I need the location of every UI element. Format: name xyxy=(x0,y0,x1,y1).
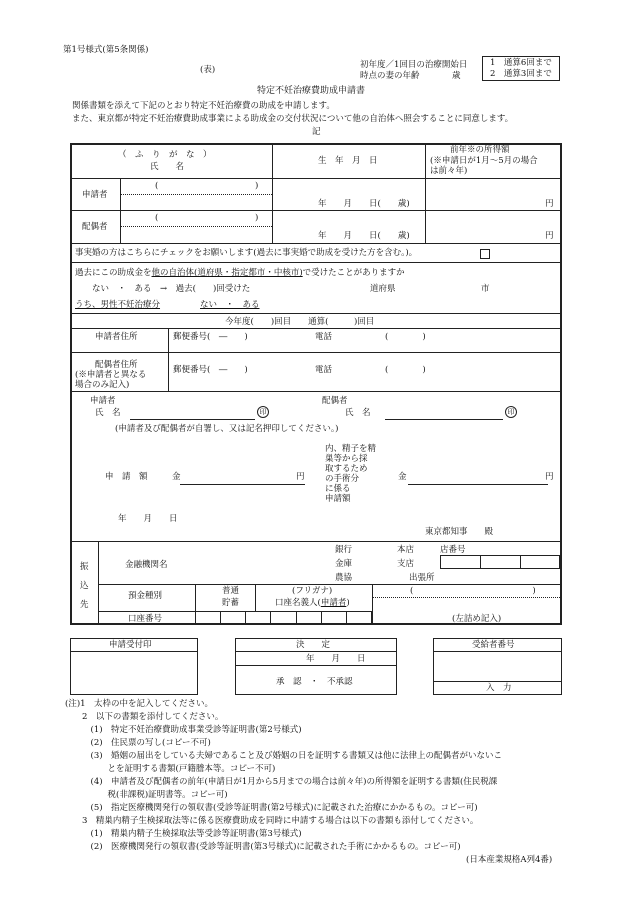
ki-mark: 記 xyxy=(312,127,321,137)
divider xyxy=(346,611,347,625)
sperm-label-2: 巣等から採 xyxy=(325,454,368,464)
spouse-label: 配偶者 xyxy=(82,222,108,232)
age-unit: 歳 xyxy=(452,71,461,81)
divider xyxy=(425,143,426,243)
branch-shiten[interactable]: 支店 xyxy=(397,559,415,569)
applicant-address-label: 申請者住所 xyxy=(95,332,138,342)
branch-shucchojo[interactable]: 出張所 xyxy=(409,573,435,583)
side-label: (表) xyxy=(200,65,216,75)
sign-applicant-name-label: 氏 名 xyxy=(95,408,121,418)
spouse-phone[interactable]: ( ) xyxy=(385,365,426,375)
applicant-signature-line[interactable] xyxy=(130,419,255,420)
deposit-futsu[interactable]: 普通 xyxy=(222,586,240,596)
applicant-income-yen[interactable]: 円 xyxy=(545,199,554,209)
holder-label-pre: 口座名義人( xyxy=(275,598,321,608)
applicant-phone[interactable]: ( ) xyxy=(385,332,426,342)
form-number: 第1号様式(第5条関係) xyxy=(63,45,149,55)
bank-ginko[interactable]: 銀行 xyxy=(335,545,353,555)
governor-address: 東京都知事 殿 xyxy=(425,527,494,537)
divider xyxy=(98,541,99,625)
furigana-header: （ ふ り が な ） xyxy=(118,150,212,160)
note-3: (1) 特定不妊治療費助成事業受診等証明書(第2号様式) xyxy=(65,725,302,735)
note-5: (3) 婚姻の届出をしている夫婦であること及び婚姻の日を証明する書類又は他に法律上の配偶者がいないこ xyxy=(65,751,503,761)
past-aid-prefecture: 道府県 xyxy=(370,284,396,294)
sperm-yen: 円 xyxy=(545,472,554,482)
spouse-seal: 印 xyxy=(505,406,517,418)
sperm-label-6: 申請額 xyxy=(325,494,351,504)
decision-label: 決 定 xyxy=(296,640,331,650)
divider xyxy=(255,584,256,611)
input-label: 入 力 xyxy=(486,683,512,693)
furi-label: 振 xyxy=(80,562,89,572)
applicant-phone-label: 電話 xyxy=(315,332,333,342)
spouse-income-yen[interactable]: 円 xyxy=(545,231,554,241)
spouse-address-label-1: 配偶者住所 xyxy=(95,360,138,370)
sperm-label-1: 内、精子を精 xyxy=(325,444,377,454)
applicant-label: 申請者 xyxy=(82,190,108,200)
decision-box xyxy=(235,638,397,695)
divider xyxy=(120,226,272,227)
divider xyxy=(245,611,246,625)
applicant-birthdate[interactable]: 年 月 日( 歳) xyxy=(318,199,410,209)
spouse-address-label-2: (※申請者と異なる xyxy=(75,370,147,380)
amount-line[interactable] xyxy=(180,484,305,485)
limit-option-1[interactable]: 1 通算6回まで xyxy=(490,58,552,68)
limit-option-2[interactable]: 2 通算3回まで xyxy=(490,69,552,79)
bank-name-label: 金融機関名 xyxy=(125,560,168,570)
divider xyxy=(70,262,562,263)
spouse-furigana-open[interactable]: ( xyxy=(155,213,159,223)
divider xyxy=(480,555,481,569)
komi-label: 込 xyxy=(80,581,89,591)
income-header-3: は前々年) xyxy=(430,166,468,176)
recipient-box xyxy=(433,638,562,695)
past-aid-answer[interactable]: ない ・ ある → 過去( )回受けた xyxy=(92,284,251,294)
note-7: (4) 申請者及び配偶者の前年(申請日が1月から5月までの場合は前々年)の所得額を証明する書類(住民税課 xyxy=(65,777,498,787)
this-year-count[interactable]: 今年度( )回目 通算( )回目 xyxy=(225,317,375,327)
sperm-amount-line[interactable] xyxy=(408,484,548,485)
deposit-type-label: 預金種別 xyxy=(128,591,163,601)
spouse-birthdate[interactable]: 年 月 日( 歳) xyxy=(318,231,410,241)
note-6: とを証明する書類(戸籍謄本等。コピー不可) xyxy=(65,764,276,774)
age-label-line2: 時点の妻の年齢 xyxy=(360,71,420,81)
divider xyxy=(70,243,562,244)
spouse-signature-line[interactable] xyxy=(385,419,503,420)
divider xyxy=(372,584,373,625)
past-question-pre: 過去にこの助成金を xyxy=(75,268,152,278)
past-question-underlined: 他の自治体(道府県・指定都市・中核市) xyxy=(151,268,303,278)
spouse-address-label-3: 場合のみ記入) xyxy=(75,380,130,390)
de-facto-text: 事実婚の方はこちらにチェックをお願いします(過去に事実婚で助成を受けた方を含む。)。 xyxy=(75,248,418,258)
divider xyxy=(70,541,562,542)
past-aid-city: 市 xyxy=(481,284,490,294)
recipient-no-label: 受給者番号 xyxy=(472,640,515,650)
note-10: 3 精巣内精子生検採取法等に係る医療費助成を同時に申請する場合は以下の書類も添付してください。 xyxy=(65,816,479,826)
divider xyxy=(98,584,562,585)
spouse-furigana-close[interactable]: ) xyxy=(255,213,259,223)
divider xyxy=(70,178,562,179)
holder-kana-label: (フリガナ) xyxy=(292,586,333,596)
divider xyxy=(270,611,271,625)
footer-spec: (日本産業規格A列4番) xyxy=(466,855,553,865)
divider xyxy=(321,611,322,625)
income-header-1: 前年※の所得額 xyxy=(450,145,510,155)
divider xyxy=(272,143,273,243)
note-12: (2) 医療機関発行の領収書(受診等証明書(第3号様式)に記載された手術にかかるもの。コピー可) xyxy=(65,842,461,852)
note-8: 税(非課税)証明書等。コピー可) xyxy=(65,790,228,800)
divider xyxy=(70,313,562,314)
male-infertility-options[interactable]: ない ・ ある xyxy=(200,300,260,310)
amount-label: 申 請 額 xyxy=(105,472,148,482)
divider xyxy=(70,391,562,392)
bank-kinko[interactable]: 金庫 xyxy=(335,559,353,569)
past-question-post: で受けたことがありますか xyxy=(302,268,405,278)
main-form-frame xyxy=(70,143,562,625)
note-2: 2 以下の書類を添付してください。 xyxy=(65,712,224,722)
intro-line-2: また、東京都が特定不妊治療費助成事業による助成金の交付状況について他の自治体へ照会することに同意します。 xyxy=(72,114,514,124)
intro-line-1: 関係書類を添えて下記のとおり特定不妊治療費の助成を申請します。 xyxy=(72,101,335,111)
holder-label-u: 申請者 xyxy=(320,598,347,608)
divider xyxy=(70,328,562,329)
branch-honten[interactable]: 本店 xyxy=(397,545,415,555)
sign-note: (申請者及び配偶者が自署し、又は記名押印してください。) xyxy=(115,424,339,434)
divider xyxy=(372,597,562,598)
applicant-postal[interactable]: 郵便番号( ― ) xyxy=(173,332,248,342)
divider xyxy=(220,611,221,625)
approval-options[interactable]: 承 認 ・ 不承認 xyxy=(276,677,353,687)
divider xyxy=(296,611,297,625)
application-date[interactable]: 年 月 日 xyxy=(118,514,178,524)
divider xyxy=(120,194,272,195)
de-facto-checkbox[interactable] xyxy=(480,249,490,259)
applicant-furigana-open[interactable]: ( xyxy=(155,181,159,191)
form-title: 特定不妊治療費助成申請書 xyxy=(257,86,366,96)
age-label-line1: 初年度／1回目の治療開始日 xyxy=(360,60,468,70)
holder-label xyxy=(275,598,350,609)
income-header-2: (※申請日が1月～5月の場合 xyxy=(430,156,538,166)
deposit-chochiku[interactable]: 貯蓄 xyxy=(222,598,240,608)
note-1: (注)1 太枠の中を記入してください。 xyxy=(65,699,214,709)
note-4: (2) 住民票の写し(コピー不可) xyxy=(65,738,211,748)
amount-kin: 金 xyxy=(172,472,181,482)
amount-yen: 円 xyxy=(296,472,305,482)
limit-options-box xyxy=(482,56,560,81)
spouse-postal[interactable]: 郵便番号( ― ) xyxy=(173,365,248,375)
past-aid-question xyxy=(75,268,405,279)
name-header: 氏 名 xyxy=(150,162,185,172)
spouse-phone-label: 電話 xyxy=(315,365,333,375)
sperm-label-5: に係る xyxy=(325,484,351,494)
male-infertility-label: うち、男性不妊治療分 xyxy=(75,300,161,310)
branch-no-label: 店番号 xyxy=(440,545,466,555)
applicant-seal: 印 xyxy=(257,406,269,418)
note-9: (5) 指定医療機関発行の領収書(受診等証明書(第2号様式)に記載された治療にかかるもの。コピー可) xyxy=(65,803,478,813)
sign-spouse-name-label: 氏 名 xyxy=(345,408,371,418)
sign-spouse-label: 配偶者 xyxy=(322,396,348,406)
applicant-furigana-close[interactable]: ) xyxy=(255,181,259,191)
bank-nokyo[interactable]: 農協 xyxy=(335,573,353,583)
divider xyxy=(520,555,521,569)
note-11: (1) 精巣内精子生検採取法等受診等証明書(第3号様式) xyxy=(65,829,302,839)
divider xyxy=(70,352,562,353)
account-no-label: 口座番号 xyxy=(128,614,163,624)
divider xyxy=(70,210,562,211)
holder-kana-field[interactable]: ( ) xyxy=(410,586,536,596)
sperm-label-3: 取するため xyxy=(325,464,368,474)
sign-applicant-label: 申請者 xyxy=(90,396,116,406)
receipt-stamp-box xyxy=(70,638,198,695)
sperm-label-4: の手術分 xyxy=(325,474,360,484)
decision-date[interactable]: 年 月 日 xyxy=(306,654,366,664)
divider xyxy=(168,328,169,391)
sperm-kin: 金 xyxy=(398,472,407,482)
saki-label: 先 xyxy=(80,600,89,610)
receipt-stamp-label: 申請受付印 xyxy=(109,640,152,650)
birth-header: 生 年 月 日 xyxy=(318,156,378,166)
branch-no-box[interactable] xyxy=(440,555,560,569)
holder-label-post: ) xyxy=(346,598,350,608)
left-align-note: (左詰め記入) xyxy=(452,614,502,624)
